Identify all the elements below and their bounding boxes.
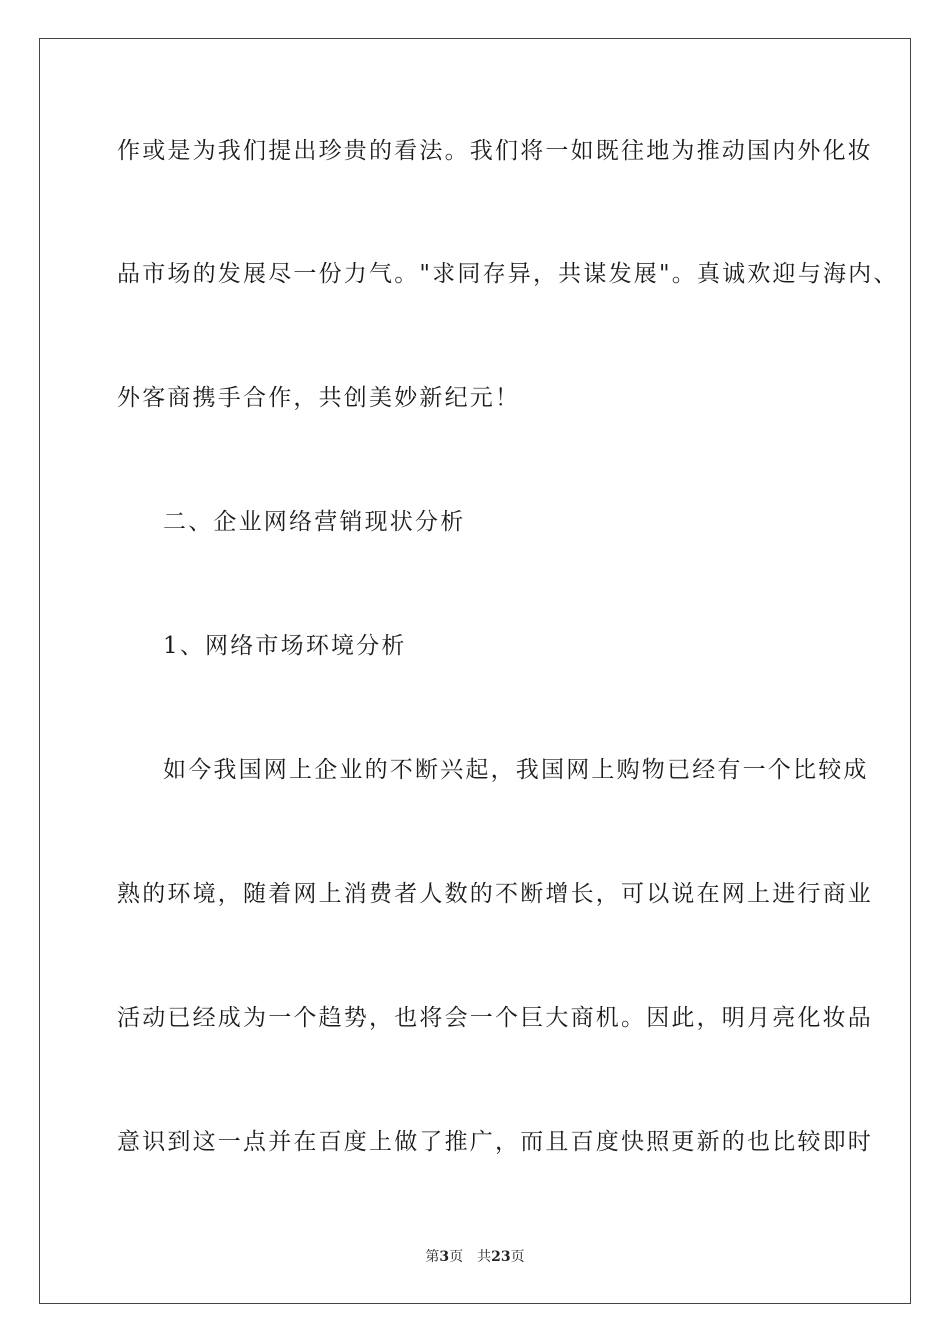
page-suffix: 页 [449, 1249, 464, 1265]
body-text-line-1: 作或是为我们提出珍贵的看法。我们将一如既往地为推动国内外化妆 [117, 138, 873, 164]
body-text-line-7: 意识到这一点并在百度上做了推广，而且百度快照更新的也比较即时 [117, 1129, 873, 1155]
body-text-line-4: 如今我国网上企业的不断兴起，我国网上购物已经有一个比较成 [163, 757, 869, 783]
body-text-line-3: 外客商携手合作，共创美妙新纪元！ [117, 385, 521, 411]
section-heading: 二、企业网络营销现状分析 [163, 509, 466, 535]
total-pages: 23 [491, 1249, 511, 1265]
total-suffix: 页 [510, 1249, 525, 1265]
page-prefix: 第 [425, 1249, 440, 1265]
body-text-line-5: 熟的环境，随着网上消费者人数的不断增长，可以说在网上进行商业 [117, 881, 873, 907]
body-text-line-2: 品市场的发展尽一份力气。"求同存异，共谋发展"。真诚欢迎与海内、 [117, 261, 899, 287]
page-border [39, 38, 911, 1304]
total-prefix: 共 [477, 1249, 492, 1265]
body-text-line-6: 活动已经成为一个趋势，也将会一个巨大商机。因此，明月亮化妆品 [117, 1005, 873, 1031]
page-footer [0, 1247, 950, 1267]
page-number: 3 [439, 1249, 450, 1265]
subsection-heading: 1、网络市场环境分析 [163, 633, 407, 659]
